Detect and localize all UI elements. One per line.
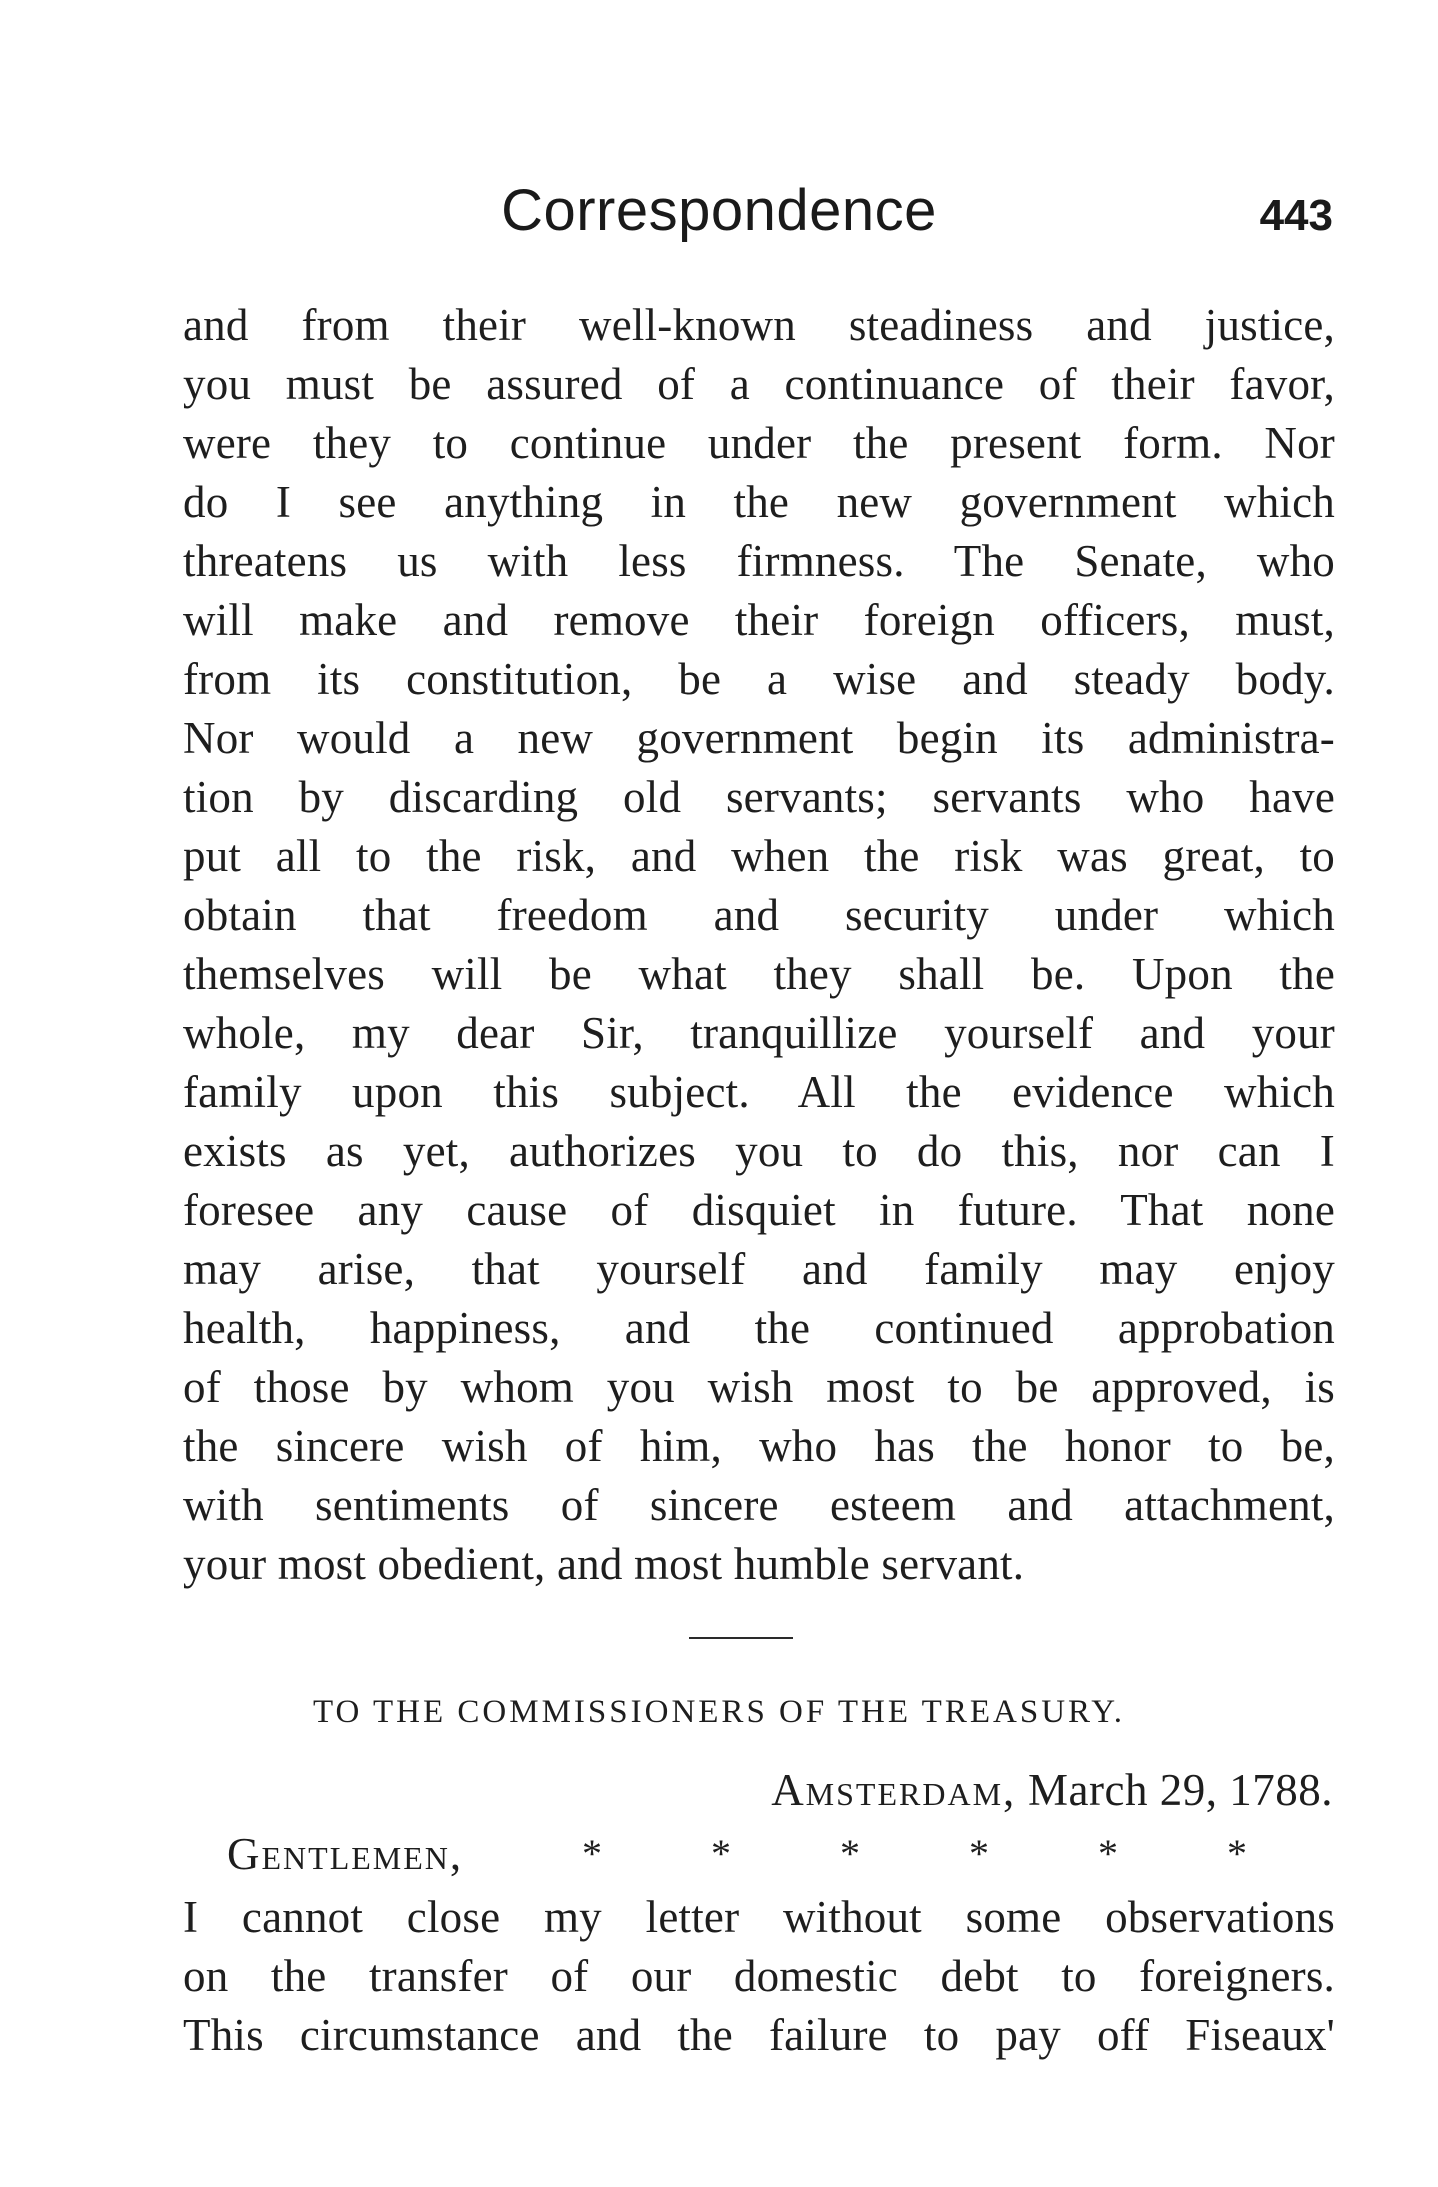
asterisk: * [840, 1831, 860, 1876]
omission-asterisks [582, 1824, 1247, 1884]
text-line: the sincere wish of him, who has the honor to be, [183, 1421, 1335, 1471]
new-letter-text [183, 1888, 1335, 2065]
text-line: will make and remove their foreign officers, must, [183, 595, 1335, 645]
text-line: themselves will be what they shall be. Upon the [183, 949, 1335, 999]
text-line: foresee any cause of disquiet in future. That none [183, 1185, 1335, 1235]
salutation: Gentlemen, [227, 1829, 464, 1879]
text-line: were they to continue under the present form. Nor [183, 418, 1335, 468]
page-number: 443 [1259, 191, 1333, 240]
text-line: This circumstance and the failure to pay off Fiseaux' [183, 2010, 1335, 2060]
text-line: tion by discarding old servants; servants who have [183, 772, 1335, 822]
text-line: and from their well-known steadiness and justice, [183, 300, 1335, 350]
text-line: with sentiments of sincere esteem and attachment, [183, 1480, 1335, 1530]
salutation-row [227, 1824, 1247, 1884]
text-line: exists as yet, authorizes you to do this, nor can I [183, 1126, 1335, 1176]
dateline-date: March 29, 1788. [1028, 1765, 1333, 1815]
text-line: threatens us with less firmness. The Senate, who [183, 536, 1335, 586]
letter-heading: TO THE COMMISSIONERS OF THE TREASURY. [312, 1694, 1126, 1730]
text-line: Nor would a new government begin its administra- [183, 713, 1335, 763]
text-line: of those by whom you wish most to be approved, is [183, 1362, 1335, 1412]
text-line: put all to the risk, and when the risk was great, to [183, 831, 1335, 881]
text-line: you must be assured of a continuance of their favor, [183, 359, 1335, 409]
text-line: I cannot close my letter without some observations [183, 1892, 1335, 1942]
letter-continuation-text [183, 296, 1335, 1594]
asterisk: * [582, 1831, 602, 1876]
text-line: on the transfer of our domestic debt to foreigners. [183, 1951, 1335, 2001]
asterisk: * [1098, 1831, 1118, 1876]
asterisk: * [969, 1831, 989, 1876]
text-line: obtain that freedom and security under which [183, 890, 1335, 940]
asterisk: * [1227, 1831, 1247, 1876]
asterisk: * [711, 1831, 731, 1876]
text-line: health, happiness, and the continued approbation [183, 1303, 1335, 1353]
text-line: from its constitution, be a wise and steady body. [183, 654, 1335, 704]
running-header-title: Correspondence [501, 178, 937, 243]
section-divider-rule [689, 1637, 793, 1639]
text-line: may arise, that yourself and family may enjoy [183, 1244, 1335, 1294]
text-line: whole, my dear Sir, tranquillize yourself and your [183, 1008, 1335, 1058]
text-line: family upon this subject. All the evidence which [183, 1067, 1335, 1117]
dateline [771, 1760, 1333, 1820]
dateline-place: Amsterdam, [771, 1765, 1017, 1815]
text-line: your most obedient, and most humble servant. [183, 1539, 1025, 1589]
text-line: do I see anything in the new government which [183, 477, 1335, 527]
